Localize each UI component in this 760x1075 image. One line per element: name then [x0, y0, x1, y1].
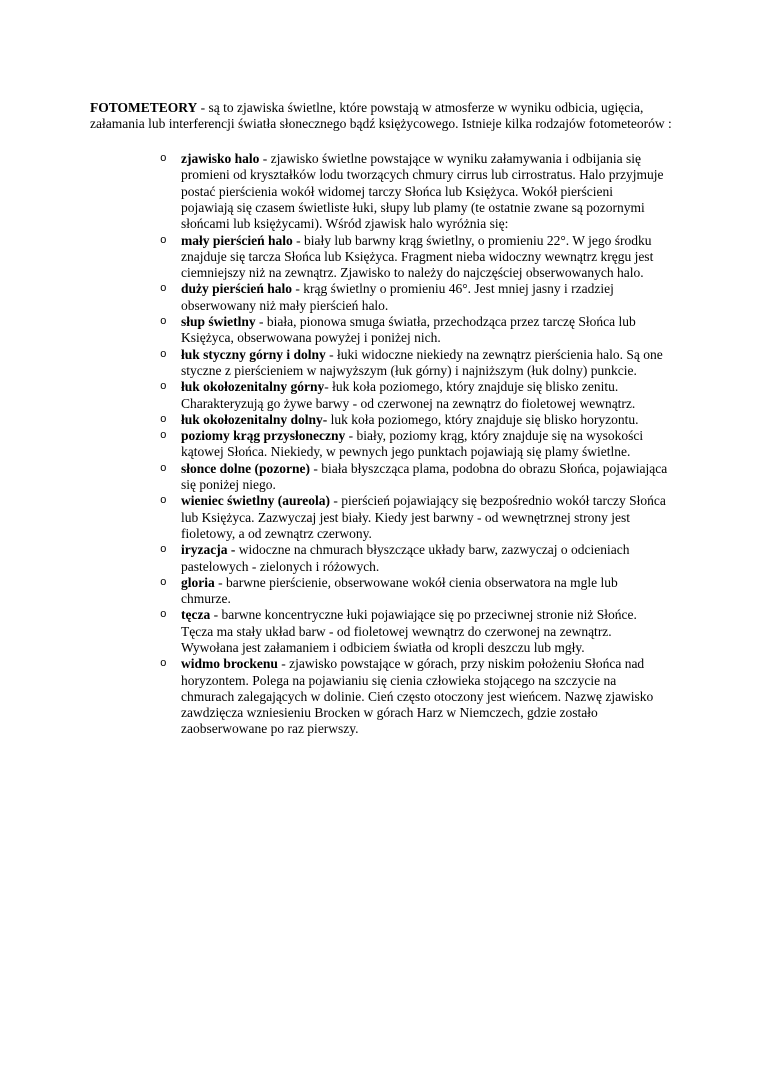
- list-item-text: luk koła poziomego, który znajduje się blisko horyzontu.: [327, 411, 639, 427]
- bullet-list: [90, 151, 675, 738]
- list-item-term: mały pierścień halo: [181, 232, 293, 248]
- list-item-term: poziomy krąg przysłoneczny: [181, 428, 346, 444]
- list-item-text: - pierścień pojawiający się bezpośrednio wokół tarczy Słońca lub Księżyca. Zazwyczaj jest biały. Kiedy jest barwny - od wewnętrznej strony jest fioletowy, a od zewnątrz czerwony.: [181, 493, 666, 541]
- list-item-body: [181, 314, 668, 347]
- list-item-body: [181, 542, 668, 575]
- list-item-term: słonce dolne (pozorne): [181, 460, 310, 476]
- list-item: [160, 493, 675, 542]
- list-item: [160, 151, 675, 232]
- list-item: [160, 379, 675, 412]
- document-content: [90, 86, 675, 738]
- list-item: [160, 314, 675, 347]
- bullet-icon: o: [160, 609, 167, 622]
- bullet-icon: o: [160, 576, 167, 589]
- list-item-body: [181, 428, 668, 461]
- list-item: [160, 412, 675, 428]
- bullet-icon: o: [160, 658, 167, 671]
- bullet-icon: o: [160, 544, 167, 557]
- heading-paragraph: [90, 100, 672, 133]
- list-item-body: [181, 575, 668, 608]
- heading-text: - są to zjawiska świetlne, które powstają w atmosferze w wyniku odbicia, ugięcia, załamania lub interferencji światła słonecznego bądź księżycowego. Istnieje kilka rodzajów fotometeorów :: [90, 99, 672, 131]
- list-item: [160, 347, 675, 380]
- list-item-term: łuk styczny górny i dolny: [181, 346, 326, 362]
- list-item-body: [181, 281, 668, 314]
- bullet-icon: o: [160, 153, 167, 166]
- list-item-text: - biały lub barwny krąg świetlny, o promieniu 22°. W jego środku znajduje się tarcza Słońca lub Księżyca. Fragment nieba widoczny wewnątrz kręgu jest ciemniejszy niż na zewnątrz. Zjawisko to należy do najczęściej obserwowanych halo.: [181, 232, 654, 281]
- bullet-icon: o: [160, 381, 167, 394]
- list-item: [160, 461, 675, 494]
- list-item-body: [181, 493, 668, 542]
- list-item-body: [181, 347, 668, 380]
- list-item: [160, 575, 675, 608]
- bullet-icon: o: [160, 430, 167, 443]
- list-item-text: - biały, poziomy krąg, który znajduje się na wysokości kątowej Słońca. Niekiedy, w pewnych jego punktach pojawiają się plamy świetlne.: [181, 428, 644, 460]
- list-item: [160, 607, 675, 656]
- list-item-body: [181, 379, 668, 412]
- bullet-icon: o: [160, 234, 167, 247]
- list-item-term: zjawisko halo: [181, 151, 260, 167]
- list-item-body: [181, 151, 668, 232]
- bullet-icon: o: [160, 283, 167, 296]
- list-item-term: widmo brockenu: [181, 656, 278, 672]
- list-item-body: [181, 607, 668, 656]
- list-item-term: słup świetlny: [181, 314, 256, 330]
- list-item-text: - barwne pierścienie, obserwowane wokół cienia obserwatora na mgle lub chmurze.: [181, 574, 618, 607]
- heading-term: FOTOMETEORY: [90, 99, 198, 115]
- list-item: [160, 233, 675, 282]
- bullet-icon: o: [160, 348, 167, 361]
- list-item-term: iryzacja -: [181, 542, 236, 558]
- list-item-term: duży pierścień halo: [181, 281, 293, 297]
- list-item-text: - biała, pionowa smuga światła, przechodząca przez tarczę Słońca lub Księżyca, obserwowana powyżej i poniżej nich.: [181, 314, 636, 346]
- list-item: [160, 428, 675, 461]
- list-item-body: [181, 233, 668, 282]
- list-item-term: łuk okołozenitalny górny: [181, 379, 325, 395]
- bullet-icon: o: [160, 495, 167, 508]
- list-item-text: - zjawisko świetlne powstające w wyniku załamywania i odbijania się promieni od kryształków lodu tworzących chmury cirrus lub cirrostratus. Halo przyjmuje postać pierścienia wokół widomej tarczy Słońca lub Księżyca. Wokół pierścieni pojawiają się czasem świetliste łuki, słupy lub plamy (te ostatnie zwane są pozornymi słońcami lub księżycami). Wśród zjawisk halo wyróżnia się:: [181, 151, 664, 232]
- list-item-body: [181, 412, 668, 428]
- bullet-icon: o: [160, 462, 167, 475]
- list-item-text: - biała błyszcząca plama, podobna do obrazu Słońca, pojawiająca się poniżej niego.: [181, 460, 668, 493]
- bullet-icon: o: [160, 413, 167, 426]
- list-item-term: gloria: [181, 574, 215, 590]
- list-item: [160, 542, 675, 575]
- list-item-text: widoczne na chmurach błyszczące układy barw, zazwyczaj o odcieniach pastelowych - zielonych i różowych.: [181, 542, 630, 574]
- list-item-term: łuk okołozenitalny dolny-: [181, 411, 328, 427]
- list-item-text: - łuk koła poziomego, który znajduje się blisko zenitu. Charakteryzują go żywe barwy - od czerwonej na zewnątrz do fioletowej wewnątrz.: [181, 379, 636, 411]
- list-item-text: - barwne koncentryczne łuki pojawiające się po przeciwnej stronie niż Słońce. Tęcza ma stały układ barw - od fioletowej wewnątrz do czerwonej na zewnątrz. Wywołana jest załamaniem i odbiciem światła od kropli deszczu lub mgły.: [181, 607, 637, 655]
- list-item-term: wieniec świetlny (aureola): [181, 493, 330, 509]
- list-item-term: tęcza: [181, 607, 211, 623]
- list-item-body: [181, 461, 668, 494]
- list-item: [160, 656, 675, 737]
- list-item-text: - zjawisko powstające w górach, przy niskim położeniu Słońca nad horyzontem. Polega na pojawianiu się cienia człowieka stojącego na szczycie na chmurach zalegających w dolinie. Cień często otoczony jest wieńcem. Nazwę zjawisko zawdzięcza wzniesieniu Brocken w górach Harz w Niemczech, gdzie zostało zaobserwowane po raz pierwszy.: [181, 656, 654, 737]
- list-item-text: - krąg świetlny o promieniu 46°. Jest mniej jasny i rzadziej obserwowany niż mały pierścień halo.: [181, 281, 614, 313]
- list-item-text: - łuki widoczne niekiedy na zewnątrz pierścienia halo. Są one styczne z pierścieniem w najwyższym (łuk górny) i najniższym (łuk dolny) punkcie.: [181, 346, 663, 378]
- list-item-body: [181, 656, 668, 737]
- list-item: [160, 281, 675, 314]
- bullet-icon: o: [160, 316, 167, 329]
